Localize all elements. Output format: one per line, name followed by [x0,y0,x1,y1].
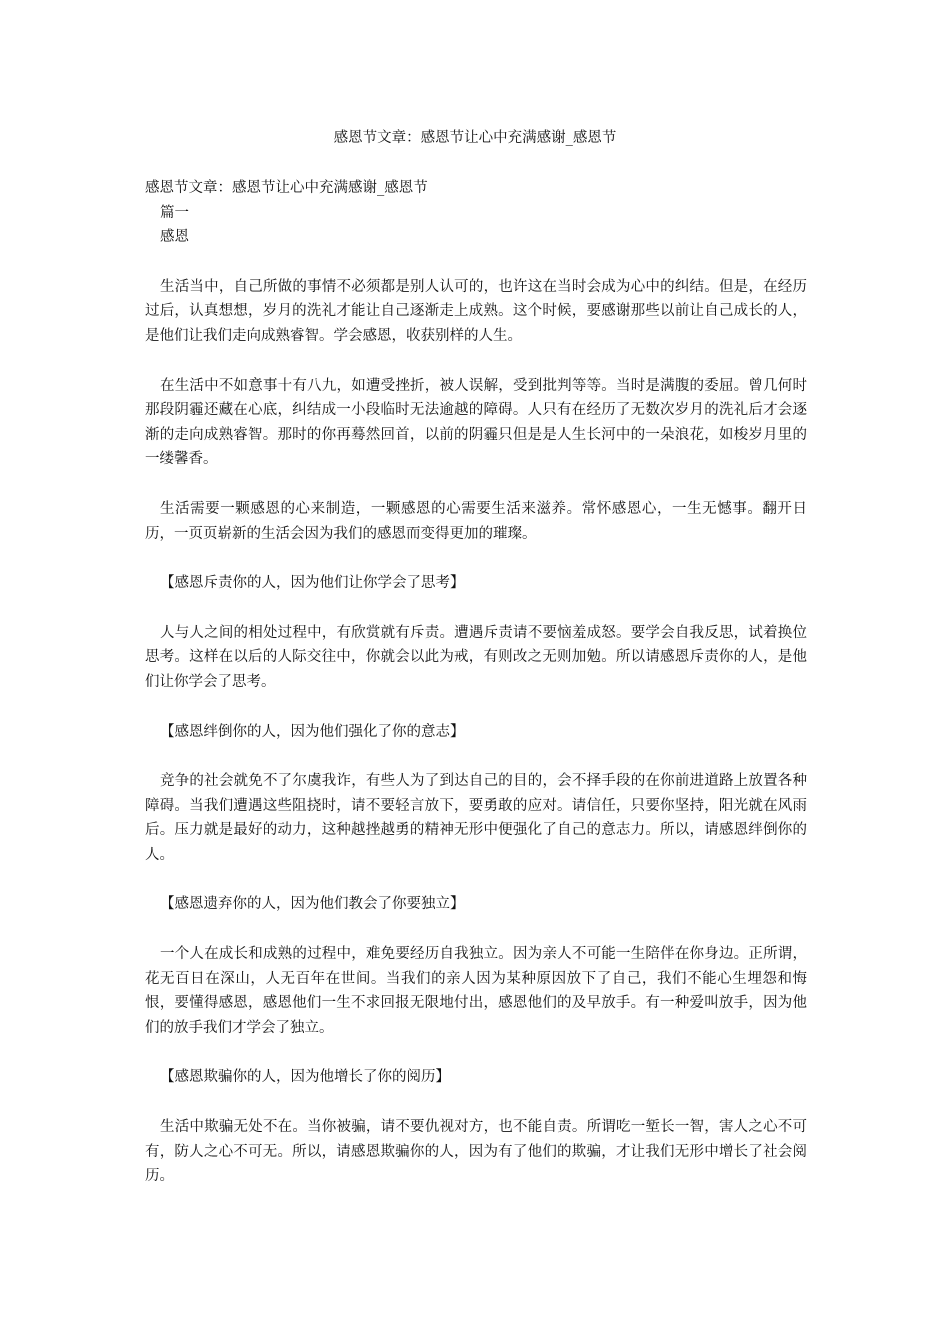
section-body-4: 生活中欺骗无处不在。当你被骗，请不要仇视对方，也不能自责。所谓吃一堑长一智，害人之心不可有，防人之心不可无。所以，请感恩欺骗你的人，因为有了他们的欺骗，才让我们无形中增长了社会阅历。 [145,1119,807,1185]
spacer [145,546,807,571]
document-body [145,176,807,1189]
spacer [145,1040,807,1065]
spacer [145,867,807,892]
spacer [145,917,807,942]
spacer [145,349,807,374]
spacer [145,472,807,497]
section-label: 感恩 [160,229,189,246]
spacer [145,744,807,769]
part-label: 篇一 [160,204,189,221]
spacer [145,695,807,720]
section-heading-2: 【感恩绊倒你的人，因为他们强化了你的意志】 [160,723,465,740]
section-body-2: 竞争的社会就免不了尔虞我诈，有些人为了到达自己的目的，会不择手段的在你前进道路上放置各种障碍。当我们遭遇这些阻挠时，请不要轻言放下，要勇敢的应对。请信任，只要你坚持，阳光就在风雨后。压力就是最好的动力，这种越挫越勇的精神无形中便强化了自己的意志力。所以，请感恩绊倒你的人。 [145,773,807,863]
section-heading-1: 【感恩斥责你的人，因为他们让你学会了思考】 [160,575,465,592]
spacer [145,250,807,275]
section-body-3: 一个人在成长和成熟的过程中，难免要经历自我独立。因为亲人不可能一生陪伴在你身边。正所谓，花无百日在深山，人无百年在世间。当我们的亲人因为某种原因放下了自己，我们不能心生埋怨和悔恨，要懂得感恩，感恩他们一生不求回报无限地付出，感恩他们的及早放手。有一种爱叫放手，因为他们的放手我们才学会了独立。 [145,946,807,1036]
intro-paragraph-2: 在生活中不如意事十有八九，如遭受挫折，被人误解，受到批判等等。当时是满腹的委屈。曾几何时那段阴霾还藏在心底，纠结成一小段临时无法逾越的障碍。人只有在经历了无数次岁月的洗礼后才会逐渐的走向成熟睿智。那时的你再蓦然回首，以前的阴霾只但是是人生长河中的一朵浪花，如梭岁月里的一缕馨香。 [145,377,807,468]
intro-paragraph-3: 生活需要一颗感恩的心来制造，一颗感恩的心需要生活来滋养。常怀感恩心，一生无憾事。翻开日历，一页页崭新的生活会因为我们的感恩而变得更加的璀璨。 [145,500,807,542]
document-title: 感恩节文章：感恩节让心中充满感谢_感恩节 [333,130,617,146]
intro-paragraph-1: 生活当中，自己所做的事情不必须都是别人认可的，也许这在当时会成为心中的纠结。但是，在经历过后，认真想想，岁月的洗礼才能让自己逐渐走上成熟。这个时候，要感谢那些以前让自己成长的人，是他们让我们走向成熟睿智。学会感恩，收获别样的人生。 [145,278,807,344]
section-heading-3: 【感恩遗弃你的人，因为他们教会了你要独立】 [160,896,465,913]
spacer [145,1090,807,1115]
spacer [145,596,807,621]
header-line: 感恩节文章：感恩节让心中充满感谢_感恩节 [145,180,428,196]
section-body-1: 人与人之间的相处过程中，有欣赏就有斥责。遭遇斥责请不要恼羞成怒。要学会自我反思，试着换位思考。这样在以后的人际交往中，你就会以此为戒，有则改之无则加勉。所以请感恩斥责你的人，是他们让你学会了思考。 [145,624,807,690]
section-heading-4: 【感恩欺骗你的人，因为他增长了你的阅历】 [160,1069,450,1086]
